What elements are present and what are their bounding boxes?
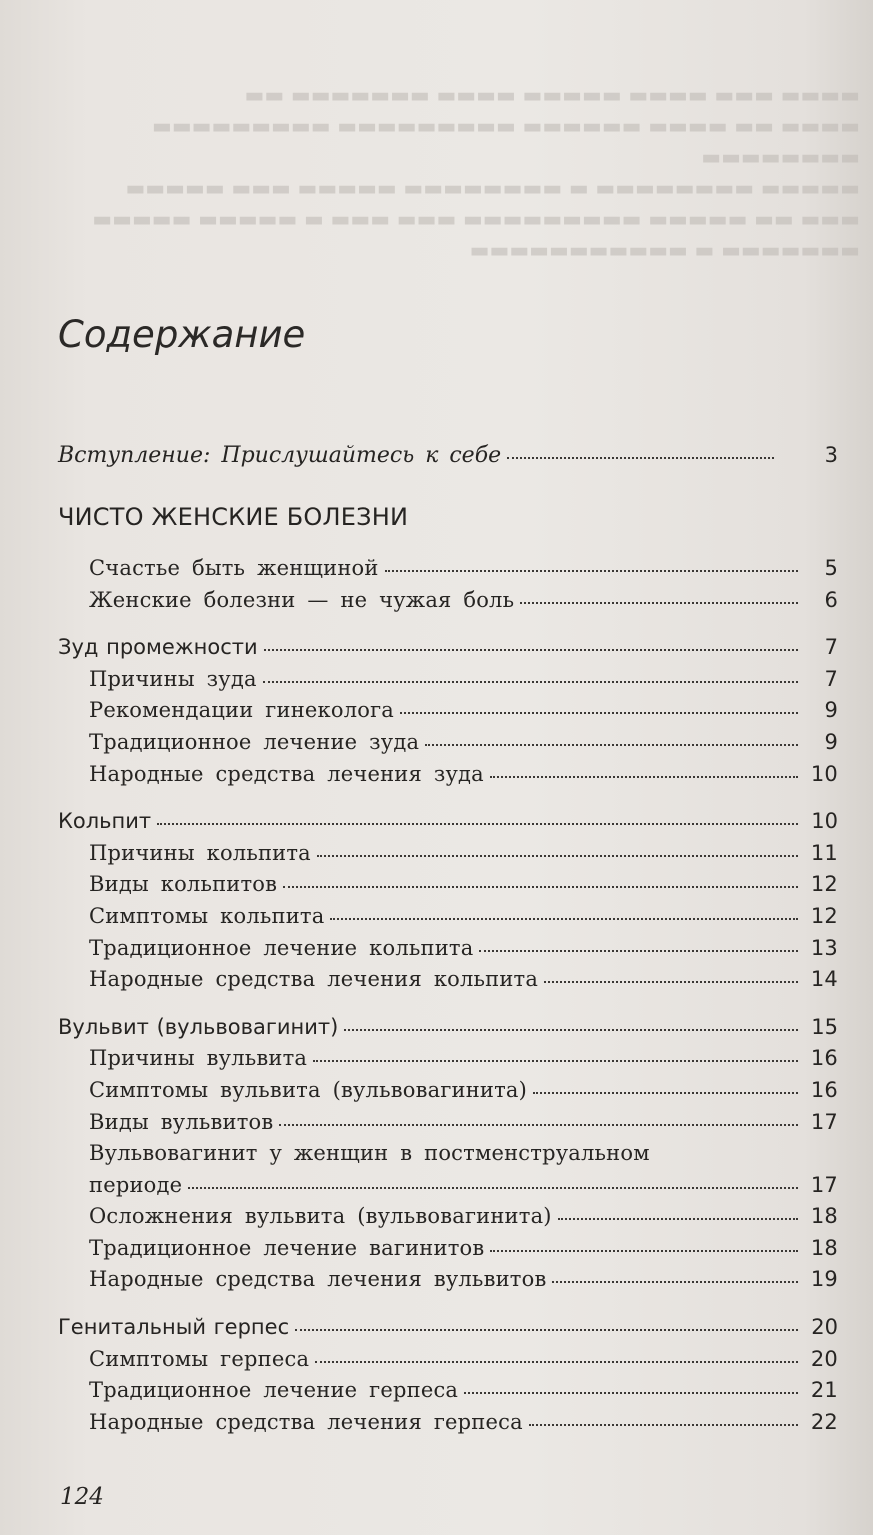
toc-page-number: 18 <box>810 1204 838 1229</box>
toc-entry-label: Вульвовагинит у женщин в постменструальном <box>89 1141 650 1166</box>
dot-leader <box>263 680 798 683</box>
toc-page-number: 17 <box>810 1109 838 1134</box>
toc-page-number: 5 <box>824 556 838 580</box>
toc-entry-label: Симптомы герпеса <box>89 1346 310 1371</box>
toc-page-number: 22 <box>810 1409 838 1434</box>
toc-entry[interactable] <box>58 667 838 699</box>
dot-leader <box>552 1280 798 1283</box>
show-through-text: ▬▬▬▬ ▬▬▬ ▬▬▬▬ ▬▬▬▬▬ ▬▬▬▬ ▬▬▬▬▬▬▬ ▬▬ ▬▬▬▬ ▬▬ ▬▬▬▬ ▬▬▬▬▬▬ ▬▬▬▬▬▬▬▬▬ ▬▬▬▬▬▬▬▬▬ ▬▬▬▬▬▬▬▬ ▬▬▬▬▬ ▬▬▬▬▬▬▬▬ ▬ ▬▬▬▬▬▬▬▬ ▬▬▬▬▬ ▬▬▬ ▬▬▬▬▬ ▬▬▬ ▬▬ ▬▬▬▬▬ ▬▬▬▬▬▬▬▬▬ ▬▬▬ ▬▬▬ ▬ ▬▬▬▬▬ ▬▬▬▬▬ ▬▬▬▬▬▬▬ ▬ ▬▬▬▬▬▬▬▬▬▬▬ <box>92 83 860 262</box>
toc-entry-label: Традиционное лечение вагинитов <box>89 1235 485 1260</box>
toc-entry-label: Женские болезни — не чужая боль <box>89 587 515 612</box>
dot-leader <box>464 1391 798 1394</box>
toc-entry-label: Традиционное лечение герпеса <box>89 1378 459 1403</box>
toc-entry[interactable] <box>58 1267 838 1299</box>
toc-page-number: 21 <box>810 1378 838 1403</box>
toc-entry-label: Народные средства лечения вульвитов <box>89 1267 547 1292</box>
toc-entry-label: Народные средства лечения кольпита <box>89 967 539 992</box>
toc-page-number: 16 <box>810 1046 838 1071</box>
toc-entry-label: Счастье быть женщиной <box>89 556 379 580</box>
toc-entry-label: Виды кольпитов <box>89 872 278 897</box>
dot-leader <box>533 1091 798 1094</box>
dot-leader <box>283 885 798 888</box>
toc-entry[interactable] <box>58 556 838 588</box>
toc-page-number: 9 <box>824 698 838 723</box>
toc-page-number: 20 <box>810 1346 838 1371</box>
toc-page-number: 12 <box>810 872 838 897</box>
toc-chapter-entry[interactable] <box>58 635 838 667</box>
toc-page-number: 13 <box>810 935 838 960</box>
toc-entry-label: Причины кольпита <box>89 840 311 865</box>
toc-entry[interactable] <box>58 1078 838 1110</box>
toc-entry[interactable] <box>58 841 838 873</box>
dot-leader <box>479 949 798 952</box>
toc-page-number: 10 <box>810 761 838 786</box>
toc-page-number: 20 <box>811 1315 838 1340</box>
dot-leader <box>157 822 798 825</box>
toc-entry[interactable] <box>58 1378 838 1410</box>
toc-intro-entry[interactable] <box>58 443 838 468</box>
toc-entry[interactable] <box>58 698 838 730</box>
toc-entry-label: Традиционное лечение кольпита <box>89 935 474 960</box>
toc-entry[interactable] <box>58 762 838 794</box>
toc-entry-label: Рекомендации гинеколога <box>89 698 395 723</box>
dot-leader <box>279 1123 798 1126</box>
toc-page-number: 9 <box>824 729 838 754</box>
toc-page-number: 11 <box>810 840 838 865</box>
dot-leader <box>558 1217 798 1220</box>
dot-leader <box>490 1249 798 1252</box>
toc-page-number: 3 <box>824 443 838 467</box>
dot-leader <box>544 980 798 983</box>
toc-entry[interactable] <box>58 872 838 904</box>
toc-page-number: 10 <box>811 809 838 834</box>
page-number-folio: 124 <box>60 1484 104 1510</box>
toc-entry-label: Симптомы кольпита <box>89 903 325 928</box>
toc-entry[interactable] <box>58 588 838 620</box>
toc-chapter-entry[interactable] <box>58 809 838 841</box>
toc-entry[interactable] <box>58 1410 838 1442</box>
toc-page-number: 7 <box>824 666 838 691</box>
toc-page-number: 19 <box>810 1267 838 1292</box>
page-title: Содержание <box>58 313 306 356</box>
toc-page-number: 14 <box>810 967 838 992</box>
toc-entry[interactable] <box>58 904 838 936</box>
toc-entry[interactable] <box>58 730 838 762</box>
toc-chapter-entry[interactable] <box>58 1015 838 1047</box>
dot-leader <box>385 569 798 572</box>
dot-leader <box>520 601 798 604</box>
dot-leader <box>490 775 798 778</box>
toc-page-number: 7 <box>824 635 838 660</box>
toc-entry[interactable] <box>58 1347 838 1379</box>
toc-page-number: 15 <box>811 1014 838 1039</box>
toc-page-number: 18 <box>810 1235 838 1260</box>
toc-page-number: 17 <box>810 1172 838 1197</box>
dot-leader <box>295 1328 798 1331</box>
toc-entry-label: периоде <box>89 1172 183 1197</box>
toc-entry-label: Симптомы вульвита (вульвовагинита) <box>89 1077 528 1102</box>
toc-entry-label: Зуд промежности <box>58 635 258 660</box>
toc-entry-label: Причины зуда <box>89 666 257 691</box>
dot-leader <box>315 1360 798 1363</box>
toc-entry[interactable] <box>58 936 838 968</box>
toc-page-number: 6 <box>824 587 838 612</box>
toc-page-number: 16 <box>810 1077 838 1102</box>
toc-chapter-entry[interactable] <box>58 1315 838 1347</box>
toc-entry-label: Вступление: Прислушайтесь к себе <box>58 443 502 468</box>
toc-list <box>58 556 838 1441</box>
toc-entry-label: Причины вульвита <box>89 1046 308 1071</box>
dot-leader <box>313 1059 798 1062</box>
section-heading: ЧИСТО ЖЕНСКИЕ БОЛЕЗНИ <box>58 503 409 531</box>
toc-entry[interactable] <box>58 1046 838 1078</box>
dot-leader <box>264 648 798 651</box>
toc-entry-label: Вульвит (вульвовагинит) <box>58 1014 339 1039</box>
dot-leader <box>529 1423 798 1426</box>
toc-entry-label: Народные средства лечения зуда <box>89 761 484 786</box>
toc-entry[interactable] <box>58 1204 838 1236</box>
dot-leader <box>400 711 798 714</box>
toc-entry-label: Виды вульвитов <box>89 1109 274 1134</box>
toc-entry-first-line[interactable] <box>58 1141 838 1173</box>
toc-entry-label: Традиционное лечение зуда <box>89 729 420 754</box>
toc-entry[interactable] <box>58 967 838 999</box>
dot-leader <box>330 917 798 920</box>
toc-entry-label: Осложнения вульвита (вульвовагинита) <box>89 1204 552 1229</box>
toc-entry-label: Народные средства лечения герпеса <box>89 1409 523 1434</box>
toc-entry-continuation[interactable] <box>58 1173 838 1205</box>
dot-leader <box>344 1028 798 1031</box>
dot-leader <box>317 854 798 857</box>
dot-leader <box>188 1186 798 1189</box>
toc-page-number: 12 <box>810 903 838 928</box>
toc-entry-label: Кольпит <box>58 809 152 834</box>
toc-entry-label: Генитальный герпес <box>58 1315 290 1340</box>
dot-leader <box>425 743 798 746</box>
toc-entry[interactable] <box>58 1110 838 1142</box>
dot-leader <box>507 456 774 459</box>
toc-entry[interactable] <box>58 1236 838 1268</box>
